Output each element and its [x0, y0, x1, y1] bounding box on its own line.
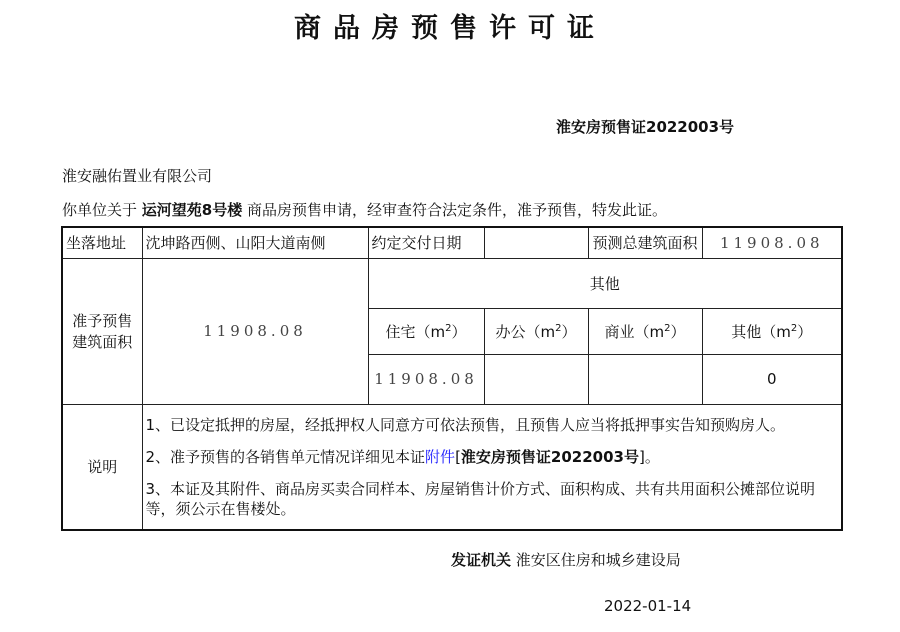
- col-other: 其他$(m^2)$: [702, 308, 842, 354]
- permit-table: [61, 226, 843, 531]
- note-2: 2、准予预售的各销售单元情况详细见本证附件[淮安房预售证2022003号]。: [145, 447, 660, 466]
- statement-prefix: 你单位关于: [62, 201, 138, 219]
- delivery-date-label: 约定交付日期: [368, 227, 484, 258]
- issue-date: 2022-01-14: [604, 597, 692, 615]
- statement: [62, 199, 667, 220]
- document-title: 商品房预售许可证: [294, 13, 606, 44]
- note-cert-number: 淮安房预售证2022003号: [460, 447, 639, 466]
- approved-area-label: 准予预售建筑面积: [62, 258, 142, 404]
- table-row: [62, 227, 842, 258]
- issuer: [451, 549, 681, 570]
- certificate-number: 淮安房预售证2022003号: [556, 118, 735, 136]
- commercial-value: [588, 354, 702, 404]
- location-value: 沈坤路西侧、山阳大道南侧: [142, 227, 368, 258]
- table-row: [62, 404, 842, 530]
- approved-area-value: 11908.08: [142, 258, 368, 404]
- delivery-date-value: [484, 227, 588, 258]
- col-office: 办公$(m^2)$: [484, 308, 588, 354]
- note-3: 3、本证及其附件、商品房买卖合同样本、房屋销售计价方式、面积构成、共有共用面积公摊部位说明等，须公示在售楼处。: [145, 479, 816, 518]
- notes-label: 说明: [62, 404, 142, 530]
- forecast-area-value: 11908.08: [702, 227, 842, 258]
- company-name: 淮安融佑置业有限公司: [62, 167, 213, 185]
- residential-value: 11908.08: [368, 354, 484, 404]
- col-commercial: 商业$(m^2)$: [588, 308, 702, 354]
- notes-content: [142, 404, 842, 530]
- statement-suffix: 商品房预售申请，经审查符合法定条件，准予预售，特发此证。: [247, 201, 668, 219]
- note-1: 1、已设定抵押的房屋，经抵押权人同意方可依法预售，且预售人应当将抵押事实告知预购房人。: [145, 415, 786, 434]
- table-row: [62, 258, 842, 308]
- other-value: 0: [702, 354, 842, 404]
- issuer-value: 淮安区住房和城乡建设局: [515, 551, 681, 569]
- office-value: [484, 354, 588, 404]
- attachment-link[interactable]: 附件: [425, 447, 456, 466]
- location-label: 坐落地址: [62, 227, 142, 258]
- issuer-label: 发证机关: [451, 551, 512, 569]
- forecast-area-label: 预测总建筑面积: [588, 227, 702, 258]
- other-header: 其他: [368, 258, 842, 308]
- project-name: 运河望苑8号楼: [141, 201, 243, 219]
- col-residential: 住宅$(m^2)$: [368, 308, 484, 354]
